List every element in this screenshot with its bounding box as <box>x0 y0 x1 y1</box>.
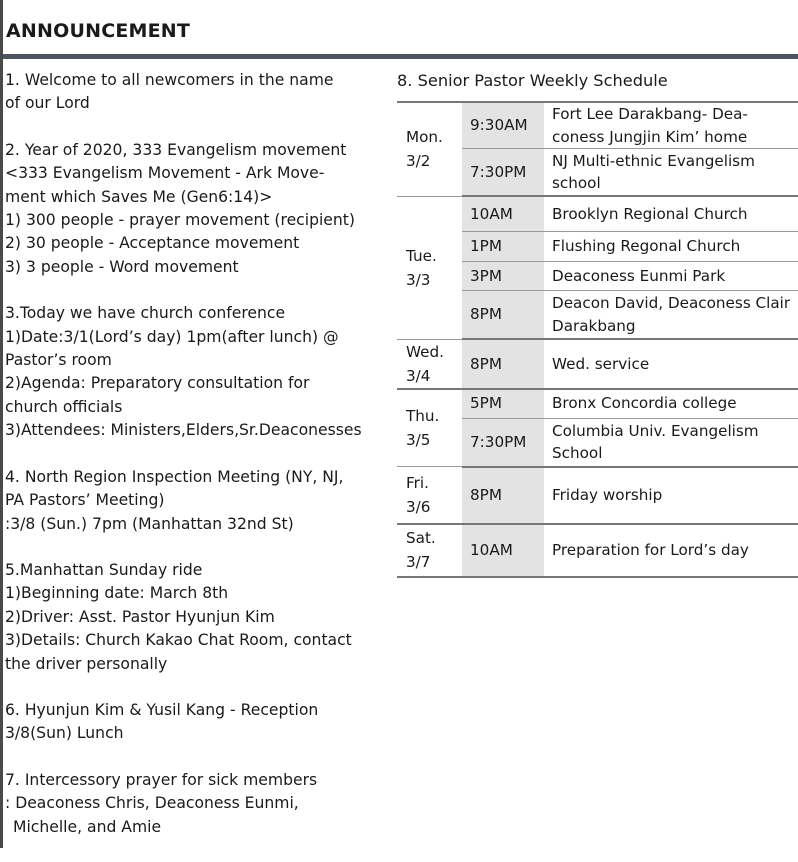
schedule-event: NJ Multi-ethnic Evangelism school <box>544 149 798 197</box>
schedule-day-cell <box>397 196 462 339</box>
announcement-line: <333 Evangelism Movement - Ark Move- <box>5 164 325 183</box>
announcement-line: 6. Hyunjun Kim & Yusil Kang - Reception <box>5 700 319 719</box>
announcement-line: ment which Saves Me (Gen6:14)> <box>5 187 273 206</box>
schedule-event: Preparation for Lord’s day <box>544 524 798 577</box>
schedule-event: Deacon David, Deaconess Clair Darakbang <box>544 291 798 340</box>
announcement-line: : Deaconess Chris, Deaconess Eunmi, <box>5 794 299 813</box>
schedule-day-cell <box>397 467 462 524</box>
announcement-line: 2) 30 people - Acceptance movement <box>5 234 300 253</box>
page-title: ANNOUNCEMENT <box>6 20 191 42</box>
announcement-item <box>5 302 390 442</box>
announcement-line: 1. Welcome to all newcomers in the name <box>5 71 334 89</box>
announcement-list <box>5 69 390 862</box>
schedule-day: Fri. <box>406 473 429 492</box>
schedule-day: Wed. <box>406 342 444 361</box>
schedule-event: Fort Lee Darakbang- Dea-coness Jungjin Kim’ home <box>544 102 798 149</box>
schedule-day: Thu. <box>406 406 440 425</box>
announcement-item <box>5 466 390 536</box>
schedule-day-cell <box>397 339 462 389</box>
announcement-line: 2)Agenda: Preparatory consultation for <box>5 374 310 393</box>
schedule-day-cell <box>397 102 462 196</box>
announcement-line: 7. Intercessory prayer for sick members <box>5 770 318 789</box>
schedule-time: 7:30PM <box>462 149 544 197</box>
schedule-day: Sat. <box>406 529 436 547</box>
schedule-event: Friday worship <box>544 467 798 524</box>
schedule-time: 10AM <box>462 524 544 577</box>
announcement-line: Pastor’s room <box>5 351 112 370</box>
announcement-line: church officials <box>5 397 123 416</box>
schedule-day-cell <box>397 524 462 577</box>
announcement-line: 5.Manhattan Sunday ride <box>5 560 203 579</box>
schedule-event: Flushing Regonal Church <box>544 232 798 262</box>
schedule-table <box>397 101 798 578</box>
announcement-line: 1) 300 people - prayer movement (recipient) <box>5 211 355 230</box>
schedule-event: Brooklyn Regional Church <box>544 196 798 232</box>
schedule-date: 3/4 <box>406 366 431 385</box>
announcement-line: 4. North Region Inspection Meeting (NY, NJ, <box>5 467 344 486</box>
announcement-line: 1)Beginning date: March 8th <box>5 584 229 603</box>
schedule-day: Tue. <box>406 246 437 265</box>
schedule-date: 3/5 <box>406 430 431 449</box>
announcement-item <box>5 139 390 279</box>
announcement-line: Michelle, and Amie <box>13 817 162 836</box>
schedule-day-cell <box>397 389 462 467</box>
schedule-date: 3/7 <box>406 553 431 571</box>
announcement-line: of our Lord <box>5 94 90 113</box>
schedule-time: 3PM <box>462 262 544 291</box>
announcement-line: 3.Today we have church conference <box>5 304 286 323</box>
schedule-row <box>397 102 798 149</box>
schedule-time: 8PM <box>462 339 544 389</box>
schedule-day: Mon. <box>406 128 443 147</box>
announcement-item <box>5 69 390 116</box>
schedule-time: 8PM <box>462 467 544 524</box>
schedule-time: 5PM <box>462 389 544 419</box>
announcement-line: 2. Year of 2020, 333 Evangelism movement <box>5 140 347 159</box>
schedule-event: Bronx Concordia college <box>544 389 798 419</box>
schedule-date: 3/6 <box>406 497 431 516</box>
left-border-bar <box>0 0 3 848</box>
schedule-time: 1PM <box>462 232 544 262</box>
schedule-row <box>397 389 798 419</box>
announcement-line: :3/8 (Sun.) 7pm (Manhattan 32nd St) <box>5 514 294 533</box>
schedule-date: 3/2 <box>406 152 431 171</box>
schedule-time: 7:30PM <box>462 418 544 467</box>
schedule-row <box>397 467 798 524</box>
schedule-time: 9:30AM <box>462 102 544 149</box>
announcement-line: 3)Attendees: Ministers,Elders,Sr.Deaconesses <box>5 421 362 440</box>
announcement-line: 1)Date:3/1(Lord’s day) 1pm(after lunch) @ <box>5 327 339 346</box>
announcement-item <box>5 769 390 839</box>
announcement-line: 3/8(Sun) Lunch <box>5 724 124 743</box>
schedule-event: Columbia Univ. Evangelism School <box>544 418 798 467</box>
announcement-item <box>5 559 390 676</box>
schedule-event: Wed. service <box>544 339 798 389</box>
schedule-row <box>397 339 798 389</box>
title-divider <box>3 54 798 59</box>
schedule-time: 8PM <box>462 291 544 340</box>
schedule-row <box>397 524 798 577</box>
schedule-time: 10AM <box>462 196 544 232</box>
announcement-line: 3) 3 people - Word movement <box>5 257 239 276</box>
schedule-event: Deaconess Eunmi Park <box>544 262 798 291</box>
schedule-title: 8. Senior Pastor Weekly Schedule <box>397 71 668 90</box>
schedule-row <box>397 196 798 232</box>
schedule-date: 3/3 <box>406 270 431 289</box>
announcement-line: the driver personally <box>5 654 168 673</box>
announcement-item <box>5 699 390 746</box>
announcement-line: 3)Details: Church Kakao Chat Room, contact <box>5 631 352 650</box>
announcement-line: 2)Driver: Asst. Pastor Hyunjun Kim <box>5 607 275 626</box>
announcement-line: PA Pastors’ Meeting) <box>5 491 165 510</box>
